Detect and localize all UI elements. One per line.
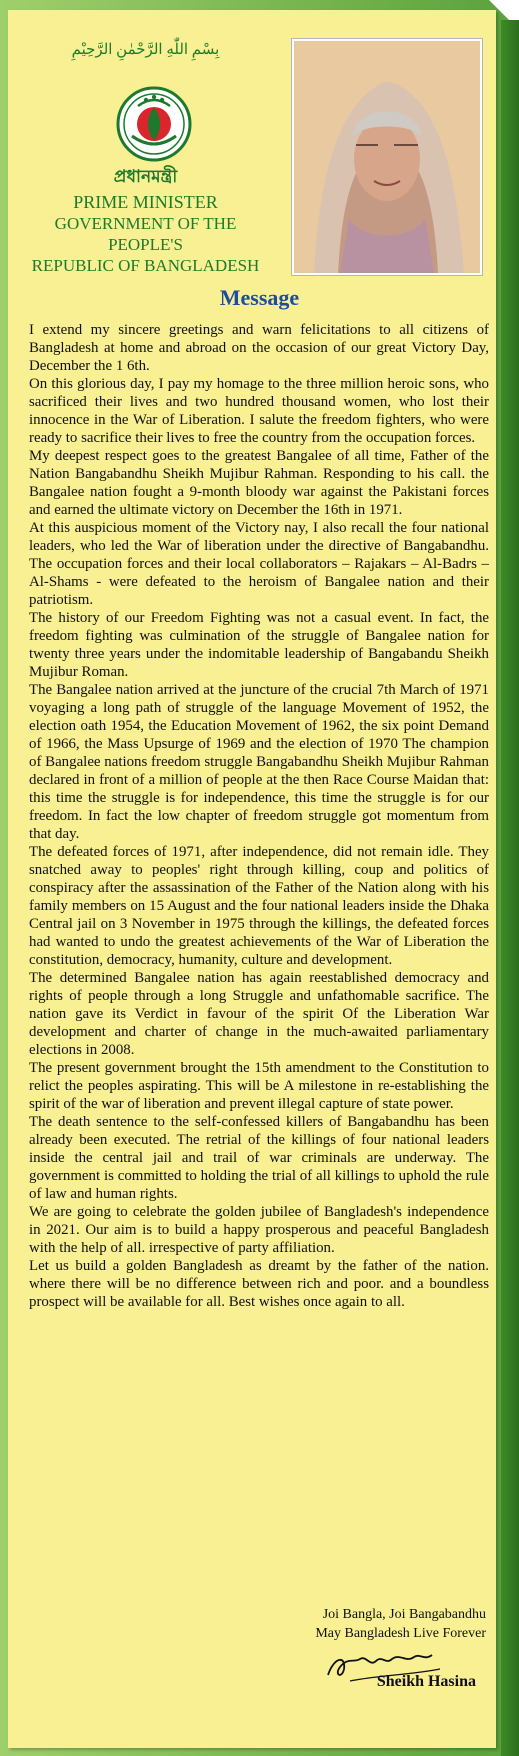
closing-line: Joi Bangla, Joi Bangabandhu <box>322 1607 486 1622</box>
message-paragraph: The history of our Freedom Fighting was not a casual event. In fact, the freedom fighting was culmination of the struggle of Bangalee nation for twenty three years under the indomitable leadership of Bangabandu Sheikh Mujibur Roman. <box>29 610 489 680</box>
message-paragraph: The death sentence to the self-confessed killers of Bangabandhu has been already been executed. The retrial of the killings of four national leaders inside the central jail and trail of war criminals are underway. The government is committed to holding the trial of all killings to uphold the rule of law and human rights. <box>29 1114 489 1202</box>
message-paragraph: Let us build a golden Bangladesh as dreamt by the father of the nation. where there will be no difference between rich and poor. and a boundless prospect will be available for all. Best wishes once again to all. <box>29 1258 489 1310</box>
message-paragraph: The defeated forces of 1971, after independence, did not remain idle. They snatched away to peoples' right through killing, coup and politics of conspiracy after the assassination of the Father of the Nation along with his family members on 15 August and the four national leaders inside the Dhaka Central jail on 3 November in 1975 through the killings, the defeated forces had wanted to undo the greatest achievements of the War of Liberation the constitution, democracy, humanity, culture and development. <box>29 844 489 968</box>
message-paragraph: I extend my sincere greetings and warn felicitations to all citizens of Bangladesh at home and abroad on the occasion of our great Victory Day, December the 1 6th. <box>29 322 489 374</box>
message-paragraph: The determined Bangalee nation has again reestablished democracy and rights of people through a long Struggle and unfathomable sacrifice. The nation gave its Verdict in favour of the spirit Of the Liberation War development and charter of change in the much-awaited parliamentary elections in 2008. <box>29 970 489 1058</box>
message-paragraph: My deepest respect goes to the greatest Bangalee of all time, Father of the Nation Bangabandhu Sheikh Mujibur Rahman. Responding to his call. the Bangalee nation fought a 9-month bloody war against the Pakistani forces and earned the ultimate victory on December the 16th in 1971. <box>29 448 489 518</box>
portrait-figure-icon <box>294 41 480 273</box>
government-seal-icon <box>116 86 192 162</box>
message-paragraph: We are going to celebrate the golden jubilee of Bangladesh's independence in 2021. Our aim is to build a happy prosperous and peaceful Bangladesh with the help of all. irrespective of party affiliation. <box>29 1204 489 1256</box>
message-paragraph: The present government brought the 15th amendment to the Constitution to relict the peoples aspirating. This will be A milestone in re-establishing the spirit of the war of liberation and prevent illegal capture of state power. <box>29 1060 489 1112</box>
page-title: Message <box>219 285 300 310</box>
prime-minister-bangla: প্রধানমন্ত্রী <box>113 167 178 186</box>
message-body <box>29 321 489 1311</box>
message-paragraph: On this glorious day, I pay my homage to the three million heroic sons, who sacrificed their lives and two hundred thousand women, who lost their innocence in the War of Liberation. I salute the freedom fighters, who were ready to sacrifice their lives to free the country from the occupation forces. <box>29 376 489 446</box>
office-line: GOVERNMENT OF THE PEOPLE'S <box>54 214 237 254</box>
bismillah-calligraphy: بِسْمِ اللّٰهِ الرَّحْمٰنِ الرَّحِيْمِ <box>71 42 220 58</box>
pm-emblem-block <box>18 14 273 275</box>
signer-name: Sheikh Hasina <box>376 1673 476 1690</box>
office-line: REPUBLIC OF BANGLADESH <box>31 256 260 275</box>
office-title <box>18 192 273 276</box>
closing-salutation <box>270 1605 486 1643</box>
closing-line: May Bangladesh Live Forever <box>315 1626 486 1641</box>
office-line: PRIME MINISTER <box>73 192 218 212</box>
portrait-photo <box>292 39 482 275</box>
frame-edge <box>501 20 519 1756</box>
message-paragraph: The Bangalee nation arrived at the juncture of the crucial 7th March of 1971 voyaging a long path of struggle of the language Movement of 1952, the election oath 1954, the Education Movement of 1962, the six point Demand of 1966, the Mass Upsurge of 1969 and the election of 1970 The champion of Bangalee nations freedom struggle Bangabandhu Sheikh Mujibur Rahman declared in front of a million of people at the then Race Course Maidan that: this time the struggle is for independence, this time the struggle is for our freedom. In fact the low chapter of freedom struggle got momentum from that day. <box>29 682 489 842</box>
message-paragraph: At this auspicious moment of the Victory nay, I also recall the four national leaders, who led the War of liberation under the directive of Bangabandhu. The occupation forces and their local collaborators – Rajakars – Al-Badrs – Al-Shams - were defeated to the heroism of Bangalee nation and their patriotism. <box>29 520 489 608</box>
